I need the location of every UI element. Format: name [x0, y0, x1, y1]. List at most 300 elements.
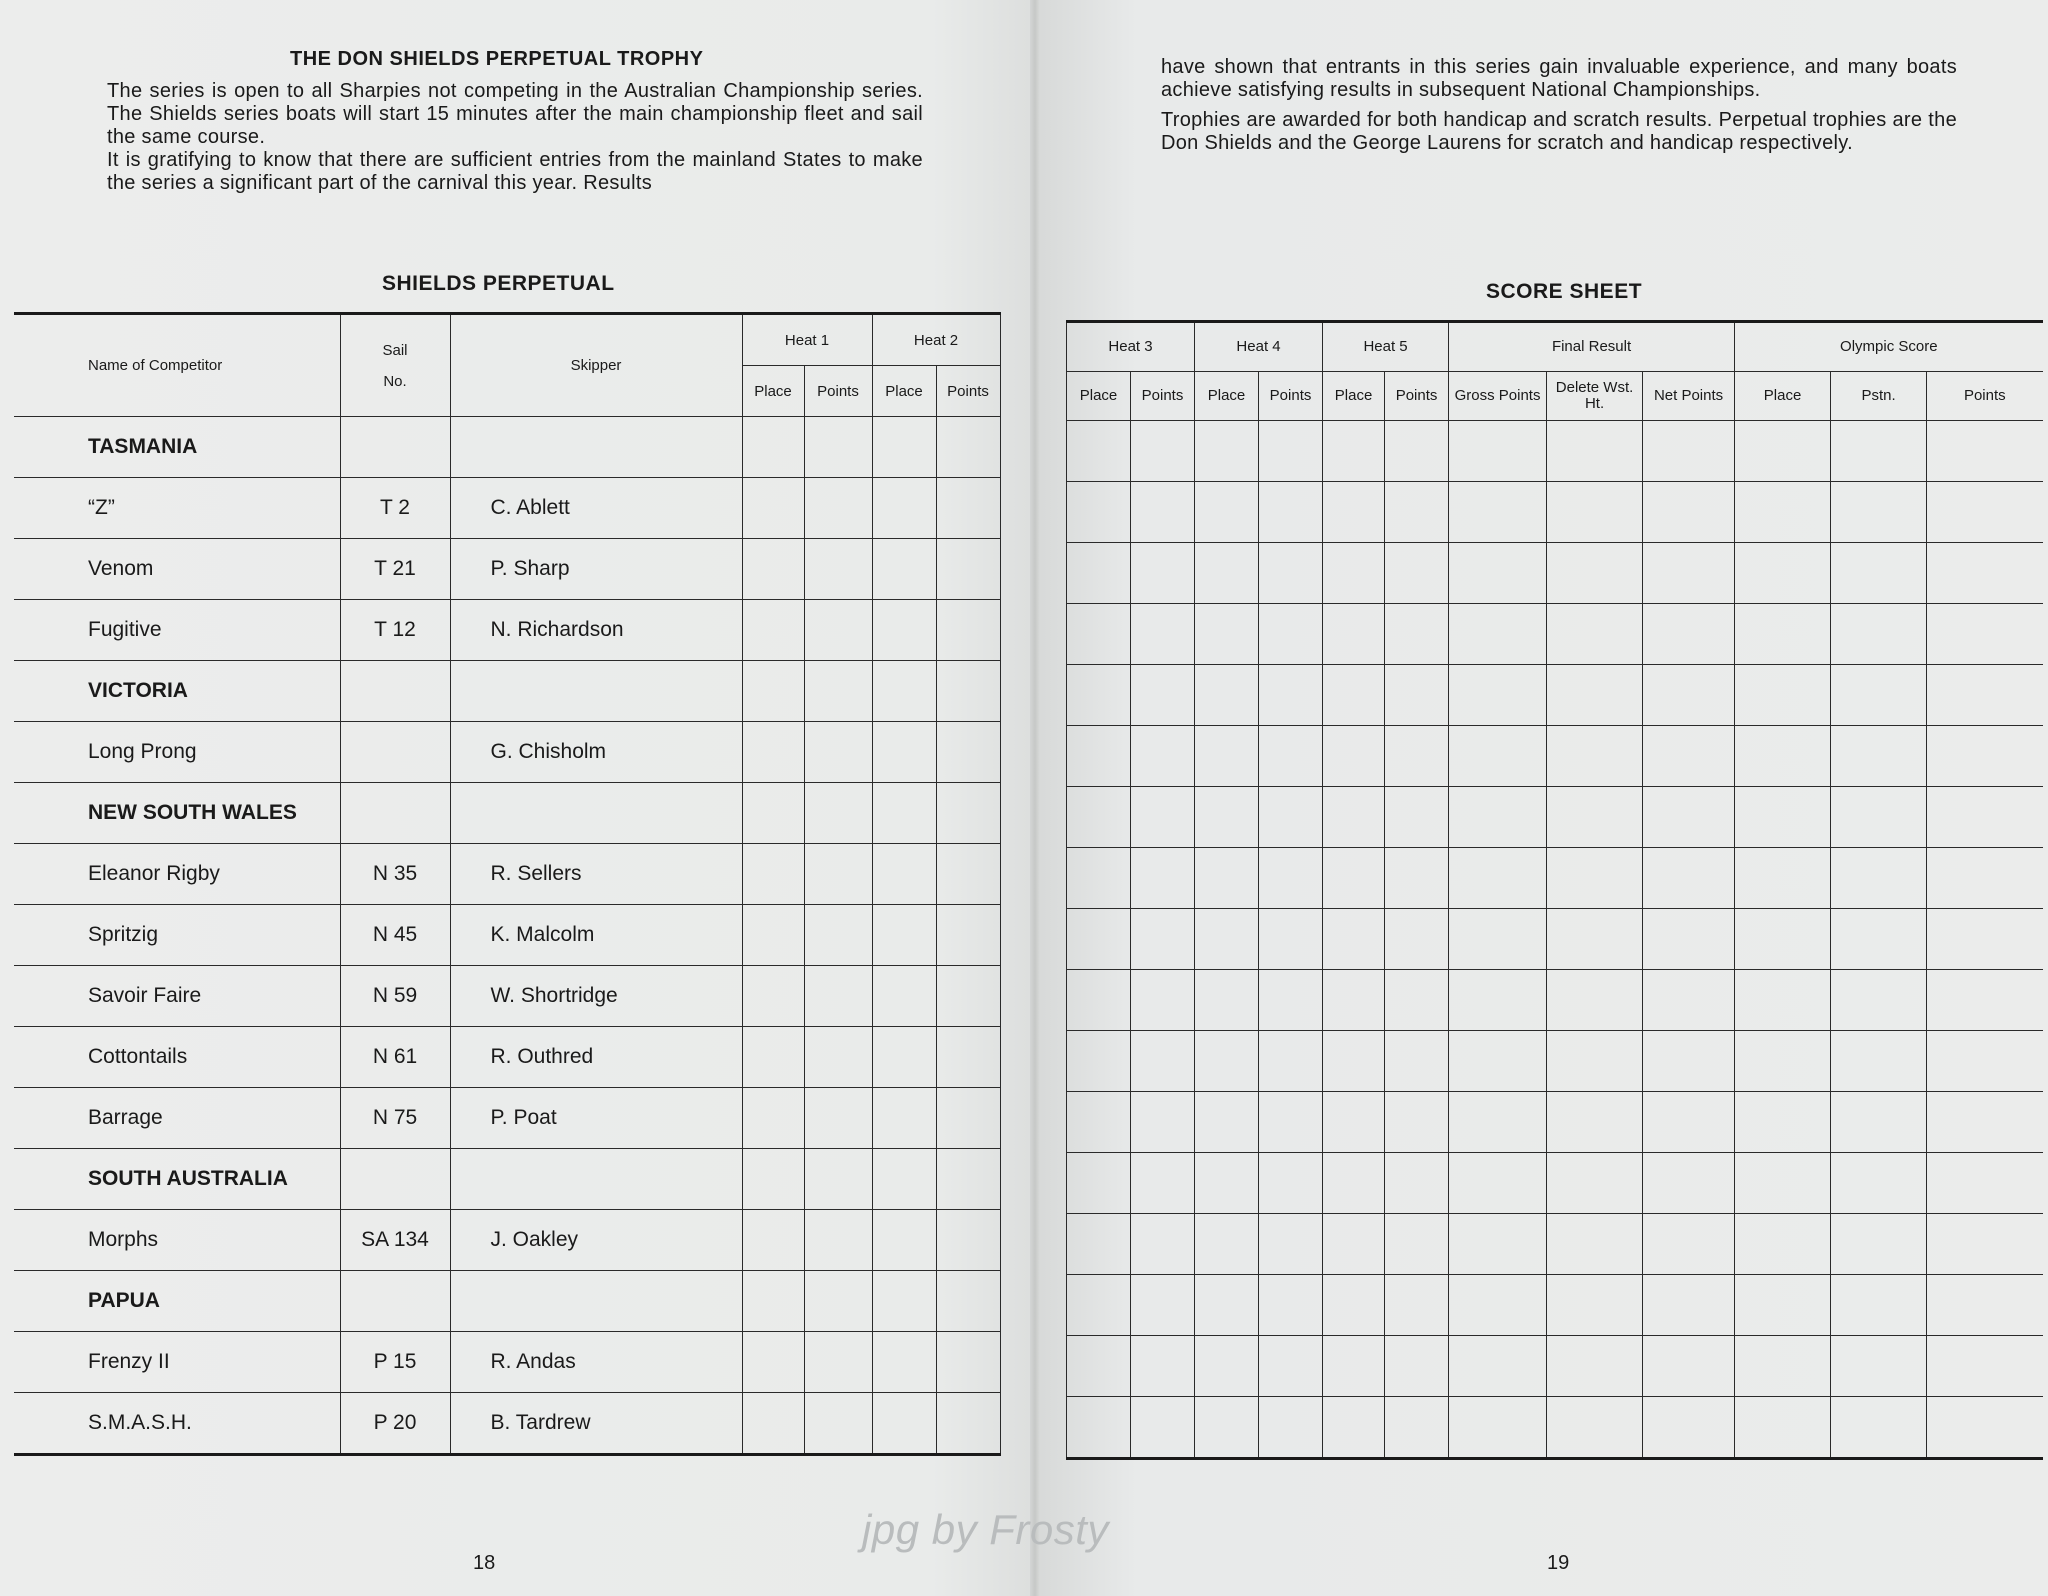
score-cell	[1259, 482, 1323, 543]
score-cell	[1927, 421, 2043, 482]
sail-number	[340, 1149, 450, 1210]
score-cell	[872, 1149, 936, 1210]
score-row	[1067, 1275, 2043, 1336]
score-cell	[1323, 543, 1385, 604]
score-cell	[1735, 1092, 1831, 1153]
state-row	[14, 1271, 1000, 1332]
score-cell	[1067, 1153, 1131, 1214]
score-cell	[1385, 421, 1449, 482]
score-cell	[1385, 1214, 1449, 1275]
competitor-row	[14, 1210, 1000, 1271]
score-cell	[1131, 1336, 1195, 1397]
sail-number: N 45	[340, 905, 450, 966]
page-number-left: 18	[473, 1552, 496, 1574]
score-row	[1067, 909, 2043, 970]
score-cell	[1449, 1275, 1547, 1336]
delete-worst-heat-header: Delete Wst. Ht.	[1547, 372, 1643, 421]
competitor-name: S.M.A.S.H.	[14, 1393, 340, 1455]
score-cell	[936, 722, 1000, 783]
competitor-name: “Z”	[14, 478, 340, 539]
score-cell	[1385, 1275, 1449, 1336]
score-cell	[1643, 604, 1735, 665]
intro-text-2: It is gratifying to know that there are sufficient entries from the mainland States to make the series a significant part of the carnival this year. Results	[107, 149, 923, 194]
score-cell	[1735, 909, 1831, 970]
state-row	[14, 661, 1000, 722]
heat4-header: Heat 4	[1195, 322, 1323, 372]
olympic-place-header: Place	[1735, 372, 1831, 421]
score-cell	[1323, 1214, 1385, 1275]
score-cell	[1195, 909, 1259, 970]
score-cell	[804, 905, 872, 966]
score-cell	[1547, 421, 1643, 482]
score-cell	[1927, 1153, 2043, 1214]
score-cell	[1131, 726, 1195, 787]
score-cell	[742, 417, 804, 478]
score-cell	[1735, 421, 1831, 482]
score-cell	[872, 722, 936, 783]
score-cell	[1067, 421, 1131, 482]
score-cell	[1449, 604, 1547, 665]
competitor-name: Fugitive	[14, 600, 340, 661]
trophy-title: THE DON SHIELDS PERPETUAL TROPHY	[290, 48, 704, 70]
heat4-points-header: Points	[1259, 372, 1323, 421]
competitor-name: Spritzig	[14, 905, 340, 966]
score-cell	[1385, 970, 1449, 1031]
score-cell	[1927, 1214, 2043, 1275]
score-cell	[1259, 1275, 1323, 1336]
score-cell	[1547, 543, 1643, 604]
competitor-row	[14, 1027, 1000, 1088]
score-cell	[1643, 1397, 1735, 1459]
score-cell	[1831, 726, 1927, 787]
score-cell	[936, 1271, 1000, 1332]
score-cell	[1385, 665, 1449, 726]
score-cell	[1195, 970, 1259, 1031]
final-result-header: Final Result	[1449, 322, 1735, 372]
heat1-header: Heat 1	[742, 314, 872, 366]
skipper-name: R. Sellers	[450, 844, 742, 905]
competitor-row	[14, 722, 1000, 783]
score-cell	[1195, 421, 1259, 482]
score-cell	[872, 783, 936, 844]
score-cell	[936, 1210, 1000, 1271]
state-row	[14, 783, 1000, 844]
heat5-place-header: Place	[1323, 372, 1385, 421]
score-cell	[1449, 1031, 1547, 1092]
score-cell	[1735, 726, 1831, 787]
score-cell	[936, 783, 1000, 844]
score-cell	[1259, 1031, 1323, 1092]
score-cell	[1547, 787, 1643, 848]
skipper-name	[450, 1271, 742, 1332]
score-cell	[1449, 1092, 1547, 1153]
score-cell	[1643, 543, 1735, 604]
col-skipper-header: Skipper	[450, 314, 742, 417]
heat4-place-header: Place	[1195, 372, 1259, 421]
score-cell	[1831, 1031, 1927, 1092]
score-cell	[742, 661, 804, 722]
score-cell	[1547, 1336, 1643, 1397]
skipper-name: K. Malcolm	[450, 905, 742, 966]
score-row	[1067, 421, 2043, 482]
score-cell	[1927, 726, 2043, 787]
score-cell	[1927, 1336, 2043, 1397]
score-cell	[1449, 1153, 1547, 1214]
score-row	[1067, 665, 2043, 726]
score-cell	[1449, 1397, 1547, 1459]
sail-number: T 21	[340, 539, 450, 600]
score-cell	[1131, 848, 1195, 909]
score-cell	[1067, 543, 1131, 604]
heat5-header: Heat 5	[1323, 322, 1449, 372]
state-name: NEW SOUTH WALES	[14, 783, 340, 844]
score-cell	[1323, 482, 1385, 543]
score-row	[1067, 482, 2043, 543]
competitor-name: Frenzy II	[14, 1332, 340, 1393]
score-cell	[1385, 787, 1449, 848]
heat3-place-header: Place	[1067, 372, 1131, 421]
score-cell	[804, 661, 872, 722]
score-cell	[1323, 1092, 1385, 1153]
score-cell	[1323, 421, 1385, 482]
score-cell	[1195, 1275, 1259, 1336]
score-cell	[1831, 543, 1927, 604]
score-cell	[804, 417, 872, 478]
score-cell	[872, 966, 936, 1027]
score-cell	[1547, 604, 1643, 665]
score-cell	[1259, 421, 1323, 482]
intro-paragraph	[107, 80, 923, 195]
score-cell	[1735, 1397, 1831, 1459]
score-cell	[1067, 787, 1131, 848]
skipper-name: P. Sharp	[450, 539, 742, 600]
score-cell	[804, 722, 872, 783]
score-cell	[1385, 909, 1449, 970]
score-cell	[1385, 1031, 1449, 1092]
competitor-row	[14, 1332, 1000, 1393]
score-cell	[1259, 787, 1323, 848]
score-cell	[1323, 1153, 1385, 1214]
score-cell	[804, 1332, 872, 1393]
net-points-header: Net Points	[1643, 372, 1735, 421]
score-cell	[804, 1088, 872, 1149]
score-cell	[1643, 909, 1735, 970]
score-cell	[1735, 1275, 1831, 1336]
score-cell	[872, 600, 936, 661]
score-cell	[1927, 1092, 2043, 1153]
score-cell	[1131, 970, 1195, 1031]
score-cell	[1643, 970, 1735, 1031]
score-cell	[1067, 848, 1131, 909]
state-row	[14, 417, 1000, 478]
score-cell	[804, 783, 872, 844]
score-cell	[742, 905, 804, 966]
score-cell	[1195, 726, 1259, 787]
score-cell	[1131, 1031, 1195, 1092]
score-cell	[1643, 1153, 1735, 1214]
score-cell	[742, 600, 804, 661]
score-cell	[936, 1332, 1000, 1393]
score-cell	[1131, 1397, 1195, 1459]
score-cell	[1195, 543, 1259, 604]
competitor-row	[14, 478, 1000, 539]
page-number-right: 19	[1547, 1552, 1570, 1574]
score-row	[1067, 787, 2043, 848]
score-cell	[1259, 726, 1323, 787]
score-cell	[1643, 482, 1735, 543]
score-cell	[1323, 970, 1385, 1031]
sail-no-label: No.	[383, 372, 407, 390]
score-cell	[1831, 604, 1927, 665]
competitor-row	[14, 1393, 1000, 1455]
heat5-points-header: Points	[1385, 372, 1449, 421]
score-cell	[1259, 909, 1323, 970]
score-cell	[936, 844, 1000, 905]
score-cell	[1643, 665, 1735, 726]
skipper-name	[450, 1149, 742, 1210]
score-cell	[1195, 1092, 1259, 1153]
sail-number	[340, 1271, 450, 1332]
score-cell	[742, 1088, 804, 1149]
sail-number: P 15	[340, 1332, 450, 1393]
score-cell	[872, 661, 936, 722]
score-cell	[1547, 1397, 1643, 1459]
state-name: SOUTH AUSTRALIA	[14, 1149, 340, 1210]
score-row	[1067, 1092, 2043, 1153]
competitor-row	[14, 844, 1000, 905]
score-cell	[1323, 787, 1385, 848]
score-cell	[1259, 604, 1323, 665]
score-cell	[742, 966, 804, 1027]
score-cell	[936, 1149, 1000, 1210]
sail-number: N 75	[340, 1088, 450, 1149]
score-cell	[1831, 1397, 1927, 1459]
score-cell	[1735, 970, 1831, 1031]
score-cell	[1195, 1031, 1259, 1092]
score-cell	[804, 600, 872, 661]
score-cell	[742, 722, 804, 783]
olympic-points-header: Points	[1927, 372, 2043, 421]
score-row	[1067, 543, 2043, 604]
score-cell	[1259, 1336, 1323, 1397]
score-cell	[1385, 604, 1449, 665]
score-cell	[1547, 482, 1643, 543]
score-cell	[1831, 1336, 1927, 1397]
sail-label: Sail	[382, 341, 408, 359]
competitor-name: Barrage	[14, 1088, 340, 1149]
score-cell	[936, 539, 1000, 600]
score-row	[1067, 1397, 2043, 1459]
sail-number: P 20	[340, 1393, 450, 1455]
continued-paragraph	[1161, 56, 1957, 155]
score-cell	[872, 844, 936, 905]
score-cell	[1067, 726, 1131, 787]
score-cell	[1449, 787, 1547, 848]
score-cell	[804, 844, 872, 905]
score-cell	[1131, 421, 1195, 482]
score-cell	[1927, 1397, 2043, 1459]
score-cell	[1323, 1031, 1385, 1092]
score-cell	[1927, 970, 2043, 1031]
score-cell	[1323, 665, 1385, 726]
score-cell	[1449, 909, 1547, 970]
score-cell	[804, 478, 872, 539]
score-cell	[1131, 787, 1195, 848]
score-row	[1067, 1153, 2043, 1214]
sail-number	[340, 661, 450, 722]
score-cell	[1259, 1092, 1323, 1153]
score-cell	[1385, 1153, 1449, 1214]
score-cell	[1927, 848, 2043, 909]
skipper-name: R. Andas	[450, 1332, 742, 1393]
score-cell	[1643, 1275, 1735, 1336]
score-cell	[742, 478, 804, 539]
score-cell	[1449, 1214, 1547, 1275]
shields-table-title: SHIELDS PERPETUAL	[382, 272, 615, 295]
score-cell	[1735, 1336, 1831, 1397]
score-cell	[1195, 1397, 1259, 1459]
state-name: VICTORIA	[14, 661, 340, 722]
score-cell	[1547, 848, 1643, 909]
heat2-header: Heat 2	[872, 314, 1000, 366]
intro-text-1: The series is open to all Sharpies not competing in the Australian Championship series. The Shields series boats will start 15 minutes after the main championship fleet and sail the same course.	[107, 80, 923, 148]
score-cell	[1927, 1275, 2043, 1336]
score-cell	[742, 1149, 804, 1210]
score-cell	[1831, 1092, 1927, 1153]
score-cell	[1195, 787, 1259, 848]
sail-number: N 61	[340, 1027, 450, 1088]
score-cell	[1547, 1275, 1643, 1336]
score-cell	[936, 966, 1000, 1027]
score-cell	[742, 539, 804, 600]
sail-number: N 35	[340, 844, 450, 905]
score-cell	[742, 844, 804, 905]
skipper-name	[450, 783, 742, 844]
score-cell	[1131, 1214, 1195, 1275]
score-cell	[1449, 482, 1547, 543]
score-cell	[1067, 1336, 1131, 1397]
score-cell	[804, 1027, 872, 1088]
score-cell	[1735, 1153, 1831, 1214]
col-name-header: Name of Competitor	[14, 314, 340, 417]
score-cell	[1323, 909, 1385, 970]
score-cell	[1067, 1397, 1131, 1459]
score-cell	[1067, 604, 1131, 665]
score-cell	[1927, 787, 2043, 848]
watermark: jpg by Frosty	[862, 1506, 1109, 1553]
score-cell	[1323, 1397, 1385, 1459]
skipper-name: P. Poat	[450, 1088, 742, 1149]
score-cell	[1323, 604, 1385, 665]
score-cell	[1449, 726, 1547, 787]
score-cell	[1735, 482, 1831, 543]
score-cell	[1385, 848, 1449, 909]
score-cell	[1323, 1336, 1385, 1397]
score-cell	[872, 539, 936, 600]
score-cell	[1067, 1214, 1131, 1275]
score-cell	[1195, 604, 1259, 665]
score-cell	[804, 1210, 872, 1271]
score-cell	[1735, 787, 1831, 848]
score-cell	[1131, 543, 1195, 604]
score-cell	[1831, 1214, 1927, 1275]
competitor-row	[14, 1088, 1000, 1149]
competitor-row	[14, 905, 1000, 966]
score-cell	[1259, 1153, 1323, 1214]
skipper-name: N. Richardson	[450, 600, 742, 661]
heat3-points-header: Points	[1131, 372, 1195, 421]
heat2-place-header: Place	[872, 366, 936, 417]
score-cell	[1259, 1214, 1323, 1275]
score-cell	[1547, 665, 1643, 726]
score-cell	[1131, 909, 1195, 970]
score-cell	[1259, 1397, 1323, 1459]
score-cell	[1735, 543, 1831, 604]
score-cell	[936, 417, 1000, 478]
skipper-name: B. Tardrew	[450, 1393, 742, 1455]
score-cell	[1067, 909, 1131, 970]
score-cell	[1643, 787, 1735, 848]
score-cell	[1195, 482, 1259, 543]
score-cell	[1547, 909, 1643, 970]
shields-table	[14, 312, 1001, 1456]
score-cell	[1449, 1336, 1547, 1397]
score-cell	[1643, 1336, 1735, 1397]
score-cell	[1259, 848, 1323, 909]
score-cell	[872, 1393, 936, 1455]
competitor-row	[14, 966, 1000, 1027]
score-cell	[1195, 848, 1259, 909]
score-cell	[1449, 848, 1547, 909]
score-cell	[804, 1271, 872, 1332]
score-cell	[1831, 1153, 1927, 1214]
skipper-name: R. Outhred	[450, 1027, 742, 1088]
score-cell	[1831, 909, 1927, 970]
score-cell	[1131, 1092, 1195, 1153]
sail-number	[340, 722, 450, 783]
score-cell	[1643, 1214, 1735, 1275]
score-row	[1067, 1336, 2043, 1397]
score-cell	[1547, 726, 1643, 787]
score-cell	[1067, 665, 1131, 726]
score-cell	[936, 1088, 1000, 1149]
score-cell	[872, 1332, 936, 1393]
skipper-name	[450, 661, 742, 722]
score-cell	[1831, 421, 1927, 482]
score-cell	[1831, 787, 1927, 848]
score-cell	[1831, 665, 1927, 726]
score-cell	[1927, 604, 2043, 665]
score-cell	[1385, 1397, 1449, 1459]
score-cell	[1385, 1092, 1449, 1153]
heat3-header: Heat 3	[1067, 322, 1195, 372]
state-name: TASMANIA	[14, 417, 340, 478]
skipper-name	[450, 417, 742, 478]
score-cell	[1547, 970, 1643, 1031]
score-row	[1067, 848, 2043, 909]
score-cell	[1449, 421, 1547, 482]
score-cell	[1547, 1031, 1643, 1092]
score-cell	[936, 1393, 1000, 1455]
competitor-name: Eleanor Rigby	[14, 844, 340, 905]
score-row	[1067, 970, 2043, 1031]
sail-number: SA 134	[340, 1210, 450, 1271]
score-cell	[1927, 543, 2043, 604]
skipper-name: G. Chisholm	[450, 722, 742, 783]
sail-number	[340, 783, 450, 844]
score-cell	[1643, 726, 1735, 787]
score-cell	[1323, 726, 1385, 787]
